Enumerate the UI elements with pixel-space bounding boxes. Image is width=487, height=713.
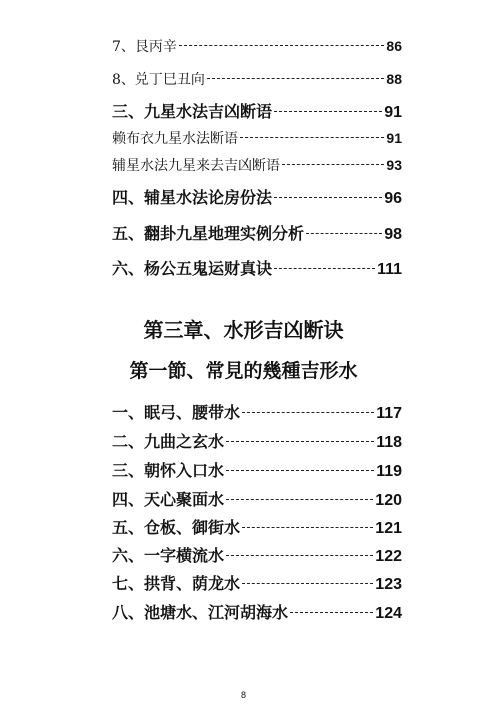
- toc-entry: [112, 36, 402, 56]
- toc-entry-page: 120: [375, 492, 402, 509]
- toc-leader: [274, 268, 375, 269]
- toc-entry-title: 8、兑丁巳丑向: [112, 72, 205, 88]
- toc-entry: [112, 221, 402, 244]
- toc-leader: [274, 197, 382, 198]
- toc-leader: [226, 555, 373, 556]
- toc-leader: [290, 612, 373, 613]
- toc-leader: [226, 441, 374, 442]
- toc-entry-title: 三、朝怀入口水: [112, 461, 225, 480]
- toc-entry-page: 118: [376, 434, 402, 451]
- toc-entry-page: 91: [384, 104, 402, 121]
- toc-leader: [207, 78, 385, 79]
- toc-leader: [242, 412, 374, 413]
- toc-leader: [242, 583, 373, 584]
- toc-entry-title: 一、眠弓、腰带水: [112, 403, 241, 422]
- toc-entry-page: 123: [375, 576, 402, 593]
- toc-leader: [306, 233, 382, 234]
- toc-entry: [112, 600, 402, 623]
- toc-entry-page: 119: [376, 463, 402, 480]
- toc-entry-title: 赖布衣九星水法断语: [112, 131, 238, 147]
- toc-entry-page: 93: [386, 157, 402, 173]
- toc-entry: [112, 458, 402, 481]
- toc-entry-title: 四、辅星水法论房份法: [112, 188, 273, 207]
- toc-entry: [112, 487, 402, 510]
- toc-entry: [112, 515, 402, 538]
- toc-entry-page: 124: [375, 605, 402, 622]
- toc-entry: [112, 543, 402, 566]
- toc-entry-page: 111: [377, 261, 402, 278]
- page-number: 8: [240, 690, 246, 700]
- toc-entry: [112, 571, 402, 594]
- toc-entry-page: 86: [386, 38, 402, 54]
- toc-entry: [112, 99, 402, 122]
- toc-entry: [112, 69, 402, 89]
- toc-leader: [179, 45, 385, 46]
- toc-entry: [112, 400, 402, 423]
- toc-entry-title: 五、仓板、御街水: [112, 518, 241, 537]
- toc-entry-title: 六、杨公五鬼运财真诀: [112, 259, 273, 278]
- toc-entry: [112, 429, 402, 452]
- toc-entry-title: 三、九星水法吉凶断语: [112, 102, 273, 121]
- toc-entry: [112, 256, 402, 279]
- toc-entry-title: 辅星水法九星来去吉凶断语: [112, 158, 280, 174]
- toc-entry-title: 二、九曲之玄水: [112, 432, 225, 451]
- chapter-heading: 第三章、水形吉凶断诀: [143, 318, 344, 342]
- toc-leader: [226, 499, 373, 500]
- toc-entry-title: 7、艮丙辛: [112, 39, 177, 55]
- toc-entry-page: 121: [375, 520, 402, 537]
- toc-entry-page: 117: [376, 405, 402, 422]
- toc-leader: [226, 470, 374, 471]
- toc-entry-page: 88: [386, 71, 402, 87]
- toc-entry-page: 91: [386, 130, 402, 146]
- toc-entry-title: 四、天心聚面水: [112, 490, 225, 509]
- section-heading: 第一節、常見的幾種吉形水: [129, 360, 358, 382]
- toc-leader: [242, 527, 373, 528]
- toc-entry: [112, 155, 402, 175]
- toc-entry-page: 98: [384, 226, 402, 243]
- toc-entry-page: 122: [375, 548, 402, 565]
- toc-entry-page: 96: [384, 190, 402, 207]
- toc-entry: [112, 128, 402, 148]
- toc-entry-title: 五、翻卦九星地理实例分析: [112, 224, 305, 243]
- toc-leader: [274, 111, 382, 112]
- toc-entry-title: 八、池塘水、江河胡海水: [112, 603, 289, 622]
- toc-entry: [112, 185, 402, 208]
- toc-entry-title: 七、拱背、荫龙水: [112, 574, 241, 593]
- toc-leader: [240, 137, 384, 138]
- toc-leader: [282, 164, 384, 165]
- toc-entry-title: 六、一字横流水: [112, 546, 225, 565]
